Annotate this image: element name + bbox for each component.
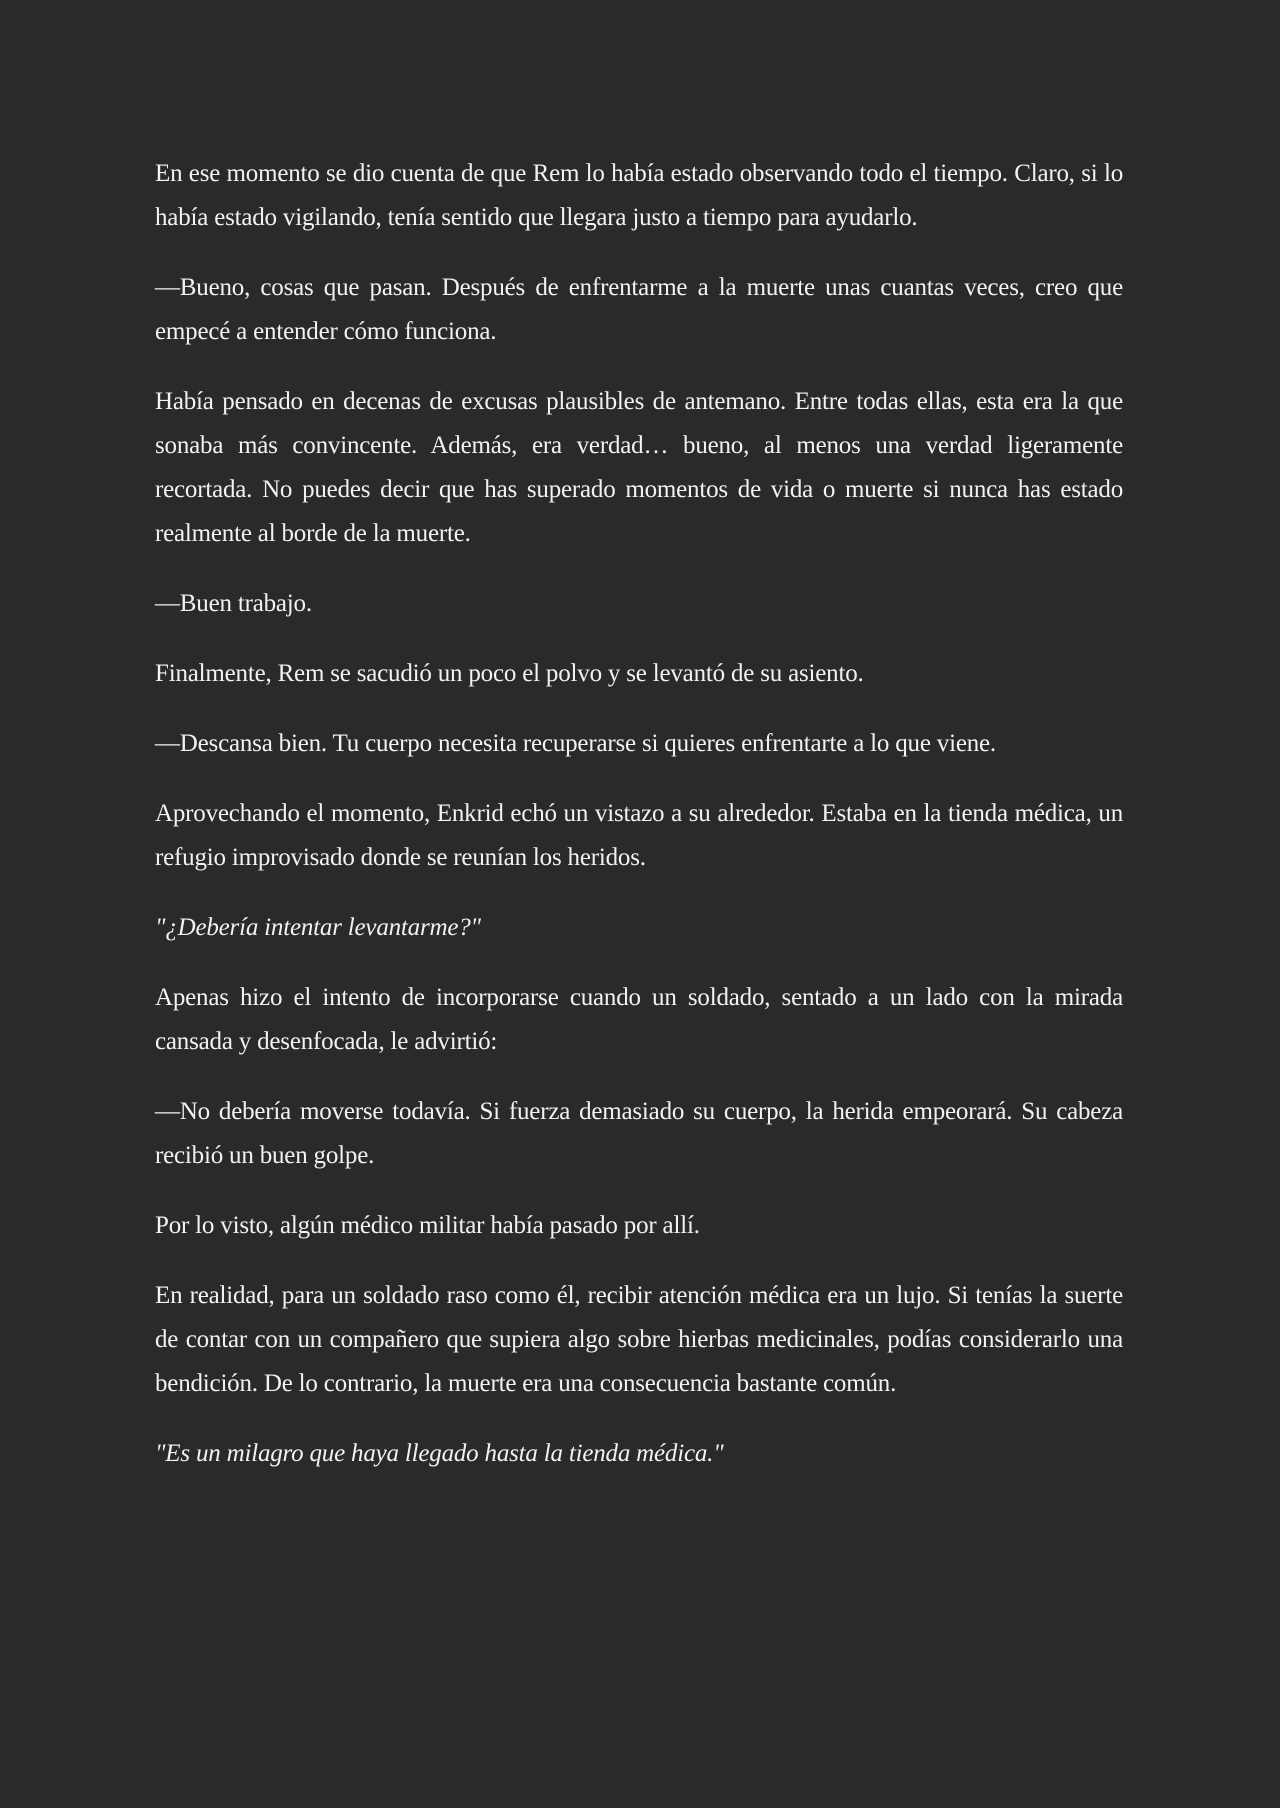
dialogue-paragraph: —Bueno, cosas que pasan. Después de enfrentarme a la muerte unas cuantas veces, creo que empecé a entender cómo funciona. (155, 274, 1123, 345)
thought-paragraph: "¿Debería intentar levantarme?" (155, 914, 481, 941)
paragraph: Apenas hizo el intento de incorporarse cuando un soldado, sentado a un lado con la mirada cansada y desenfocada, le advirtió: (155, 984, 1123, 1055)
paragraph: En realidad, para un soldado raso como él, recibir atención médica era un lujo. Si tenías la suerte de contar con un compañero que supiera algo sobre hierbas medicinales, podías considerarlo una bendición. De lo contrario, la muerte era una consecuencia bastante común. (155, 1282, 1123, 1397)
paragraph: En ese momento se dio cuenta de que Rem lo había estado observando todo el tiempo. Claro, si lo había estado vigilando, tenía sentido que llegara justo a tiempo para ayudarlo. (155, 160, 1123, 231)
dialogue-paragraph: —No debería moverse todavía. Si fuerza demasiado su cuerpo, la herida empeorará. Su cabeza recibió un buen golpe. (155, 1098, 1123, 1169)
paragraph: Había pensado en decenas de excusas plausibles de antemano. Entre todas ellas, esta era la que sonaba más convincente. Además, era verdad… bueno, al menos una verdad ligeramente recortada. No puedes decir que has superado momentos de vida o muerte si nunca has estado realmente al borde de la muerte. (155, 388, 1123, 547)
paragraph: Por lo visto, algún médico militar había pasado por allí. (155, 1212, 700, 1239)
thought-paragraph: "Es un milagro que haya llegado hasta la tienda médica." (155, 1440, 724, 1467)
document-body (155, 152, 1123, 1502)
dialogue-paragraph: —Descansa bien. Tu cuerpo necesita recuperarse si quieres enfrentarte a lo que viene. (155, 730, 996, 757)
paragraph: Aprovechando el momento, Enkrid echó un vistazo a su alrededor. Estaba en la tienda médica, un refugio improvisado donde se reunían los heridos. (155, 800, 1123, 871)
dialogue-paragraph: —Buen trabajo. (155, 590, 312, 617)
paragraph: Finalmente, Rem se sacudió un poco el polvo y se levantó de su asiento. (155, 660, 864, 687)
